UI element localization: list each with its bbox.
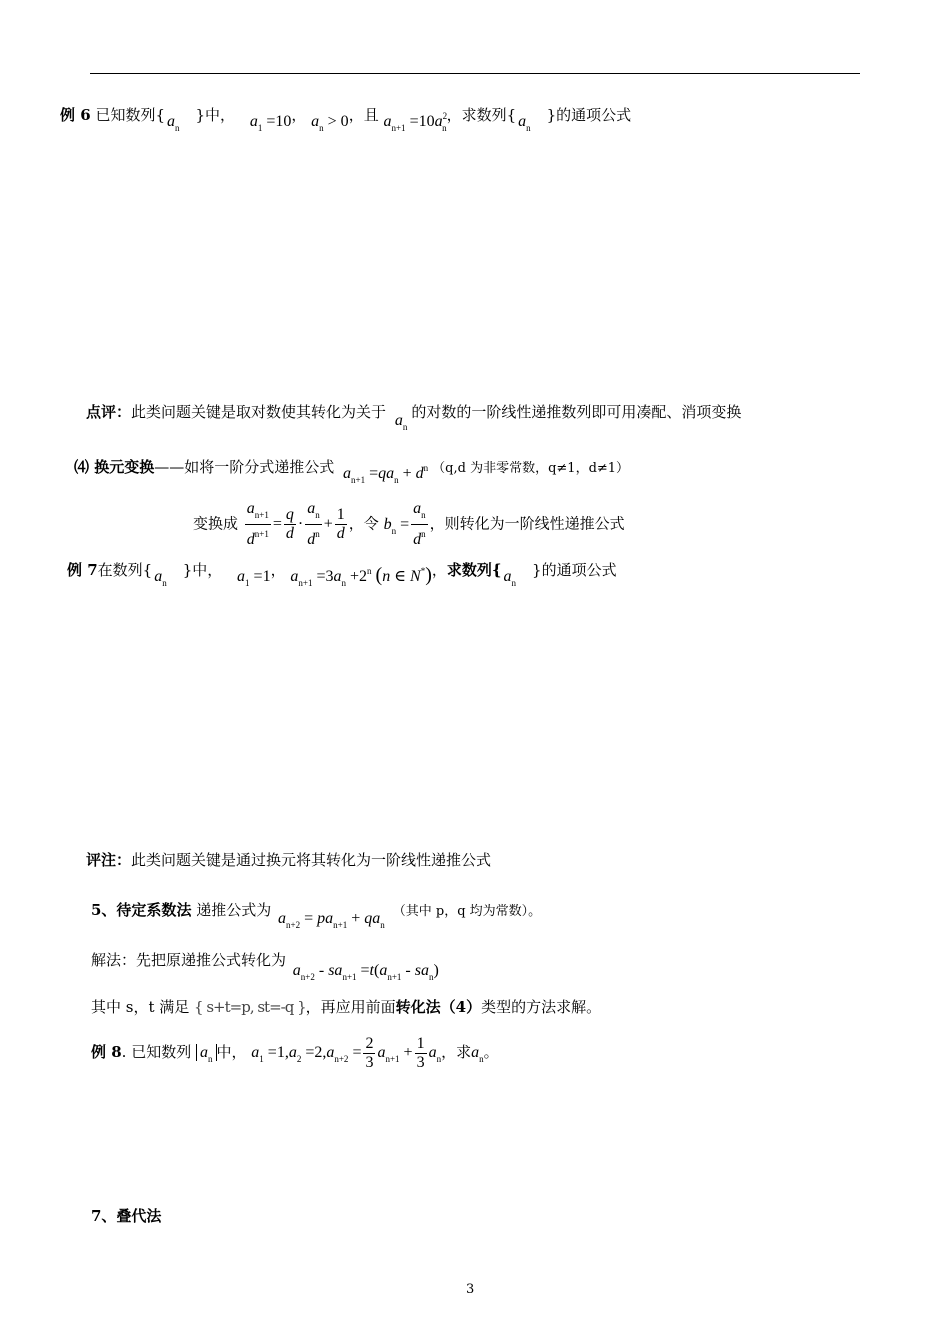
math-bn: $b_n$ = [383, 515, 410, 536]
comment-1: 点评：此类问题关键是取对数使其转化为关于 $a_n$的对数的一阶线性递推数列即可用凑配、消项变换 [86, 403, 742, 432]
header-rule [90, 73, 860, 74]
section-5-label: 5、待定系数法 [91, 901, 192, 919]
math-an: $a_n$ [471, 1044, 484, 1064]
frac-1-d: $\frac{1}{d}$ [336, 506, 345, 542]
example-8-label: 例 8 [91, 1043, 122, 1061]
frac-q-d: $\frac{q}{d}$ [285, 506, 294, 542]
section-7-label: 7、叠代法 [91, 1207, 162, 1225]
math-recurrence-4: $a_{n+1} =qa_n + d^n$ [343, 463, 429, 485]
example-6-label: 例 6 [60, 106, 91, 124]
transform-line: 变换成 $\frac{a_{n+1}}{d^{n+1}}$ = $\frac{q}{d}$ · $\frac{a_n}{d^n}$ + $\frac{1}{d}$ ，令 $b_n$ = $\frac{a_n}{d^n}$ ，则转化为一阶线性递推公式 [193, 500, 625, 548]
math-a1-eq-1: $a_1 =1$ [237, 568, 271, 588]
example-7: 例 7在数列{ $a_n$}中， $a_1 =1$， $a_{n+1} =3a_n +2^n$ (n ∈ N*)，求数列{ $a_n$}的通项公式 [67, 561, 617, 588]
math-transform-5: $a_{n+2} - sa_{n+1} =t(a_{n+1} - sa_n)$ [292, 962, 439, 982]
math-an-set: $a_n$ [196, 1044, 217, 1061]
section-4-label: ⑷ 换元变换 [74, 458, 155, 476]
math-an: $a_n$ [167, 113, 180, 133]
math-recurrence-7: $a_{n+1} =3a_n +2^n$ (n ∈ N*) [290, 564, 432, 588]
solution-line: 解法：先把原递推公式转化为 $a_{n+2} - sa_{n+1} =t(a_{n+1} - sa_n)$ [91, 951, 439, 982]
frac-an-dn-2: $\frac{a_n}{d^n}$ [413, 500, 426, 548]
math-a1-eq-10: $a_1 =10$ [249, 113, 292, 133]
st-line: 其中 s，t 满足 { s+t=p, st=-q }，再应用前面转化法（4）类型的方法求解。 [91, 998, 602, 1016]
math-an: $a_n$ [394, 412, 408, 432]
math-an: $a_n$ [518, 113, 531, 133]
frac-an-dn: $\frac{a_n}{d^n}$ [307, 500, 320, 548]
frac-an1-dn1: $\frac{a_{n+1}}{d^{n+1}}$ [246, 500, 269, 548]
section-7 [91, 1206, 161, 1226]
comment-2: 评注：此类问题关键是通过换元将其转化为一阶线性递推公式 [86, 851, 492, 869]
comment-1-label: 点评： [86, 403, 132, 421]
page-number: 3 [466, 1282, 475, 1297]
math-an: $a_n$ [503, 568, 517, 588]
example-8: 例 8. 已知数列 $a_n$ 中， $a_1 =1,a_2 =2,a_{n+2}$ = $\frac{2}{3}$ $a_{n+1}$ + $\frac{1}{3}$ $a_n$，求$a_n$。 [91, 1034, 499, 1071]
section-4: ⑷ 换元变换——如将一阶分式递推公式 $a_{n+1} =qa_n + d^n$ （q,d 为非零常数，q≠1，d≠1） [74, 458, 630, 485]
math-an-gt-0: $a_n > 0$ [311, 113, 349, 133]
example-6: 例 6 已知数列{ $a_n$}中， $a_1 =10$， $a_n > 0$，且 $a_{n+1} =10a^2_n$，求数列{ $a_n$}的通项公式 [60, 106, 632, 133]
math-recurrence-6: $a_{n+1} =10a^2_n$ [383, 111, 448, 133]
comment-2-label: 评注： [86, 851, 132, 869]
section-5: 5、待定系数法 递推公式为 $a_{n+2} = pa_{n+1} + qa_n$（其中 p，q 均为常数）。 [91, 901, 542, 930]
example-7-label: 例 7 [67, 561, 98, 579]
system-of-equations: { s+t=p, st=-q } [194, 998, 306, 1016]
math-an: $a_n$ [154, 568, 167, 588]
math-initial-values: $a_1 =1,a_2 =2,a_{n+2}$ = [251, 1044, 362, 1064]
math-recurrence-5: $a_{n+2} = pa_{n+1} + qa_n$ [278, 910, 385, 930]
